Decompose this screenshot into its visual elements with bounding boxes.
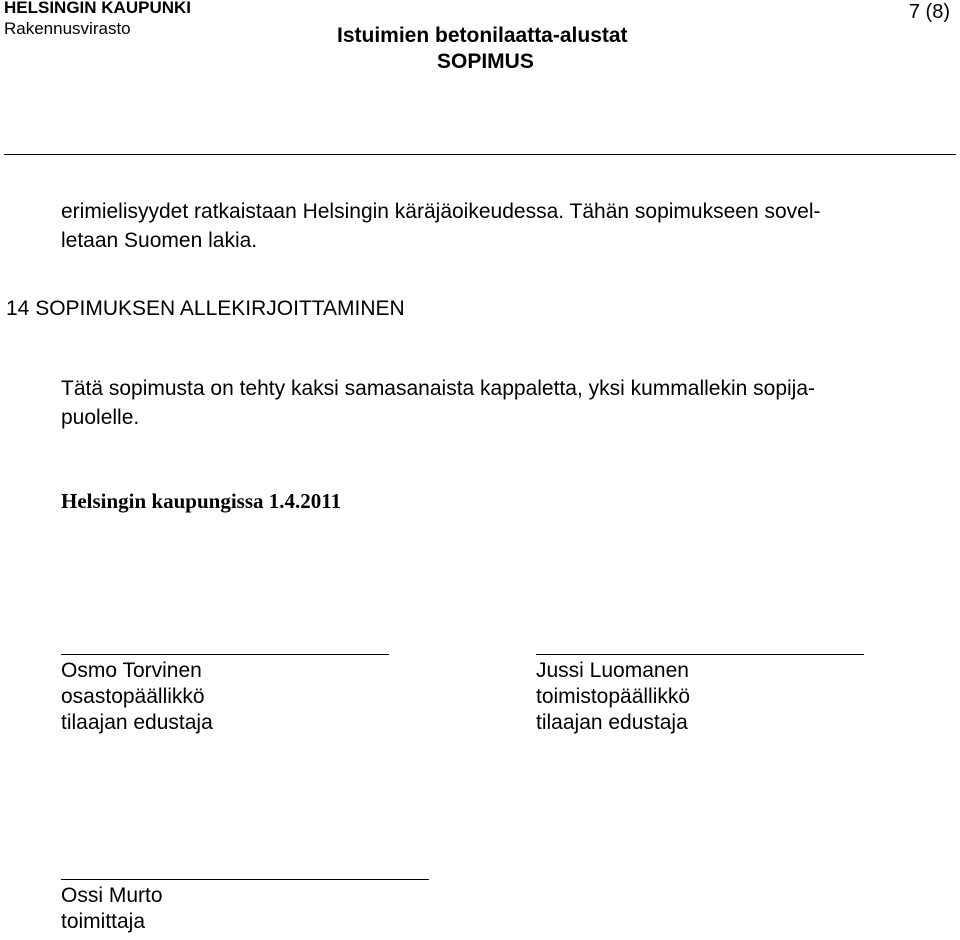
paragraph-line: erimielisyydet ratkaistaan Helsingin käräjäoikeudessa. Tähän sopimukseen sovel- [61,200,821,223]
place-and-date: Helsingin kaupungissa 1.4.2011 [61,489,342,513]
signature-block-1 [61,658,213,736]
signature-block-3 [61,883,163,935]
document-subtitle: SOPIMUS [437,50,534,73]
signer-name: Ossi Murto [61,884,163,907]
header-divider [4,154,956,155]
signer-role: tilaajan edustaja [61,711,213,734]
paragraph-copies [61,374,815,432]
paragraph-line: letaan Suomen lakia. [61,229,258,252]
signer-title: toimittaja [61,910,146,933]
signer-role: tilaajan edustaja [536,711,688,734]
header-organization: HELSINGIN KAUPUNKI [4,0,192,17]
signature-line [61,654,389,655]
signature-line [536,654,864,655]
paragraph-line: Tätä sopimusta on tehty kaksi samasanaista kappaletta, yksi kummallekin sopija- [61,377,816,400]
signature-block-2 [536,658,690,736]
signer-name: Osmo Torvinen [61,659,202,682]
page-number: 7 (8) [908,1,950,23]
paragraph-jurisdiction [61,197,821,255]
section-heading: 14 SOPIMUKSEN ALLEKIRJOITTAMINEN [6,297,405,320]
signer-name: Jussi Luomanen [536,659,689,682]
signature-line [61,879,429,880]
signer-title: toimistopäällikkö [536,685,691,708]
paragraph-line: puolelle. [61,406,140,429]
signer-title: osastopäällikkö [61,685,205,708]
document-title: Istuimien betonilaatta-alustat [337,24,628,47]
header-department: Rakennusvirasto [4,19,131,38]
